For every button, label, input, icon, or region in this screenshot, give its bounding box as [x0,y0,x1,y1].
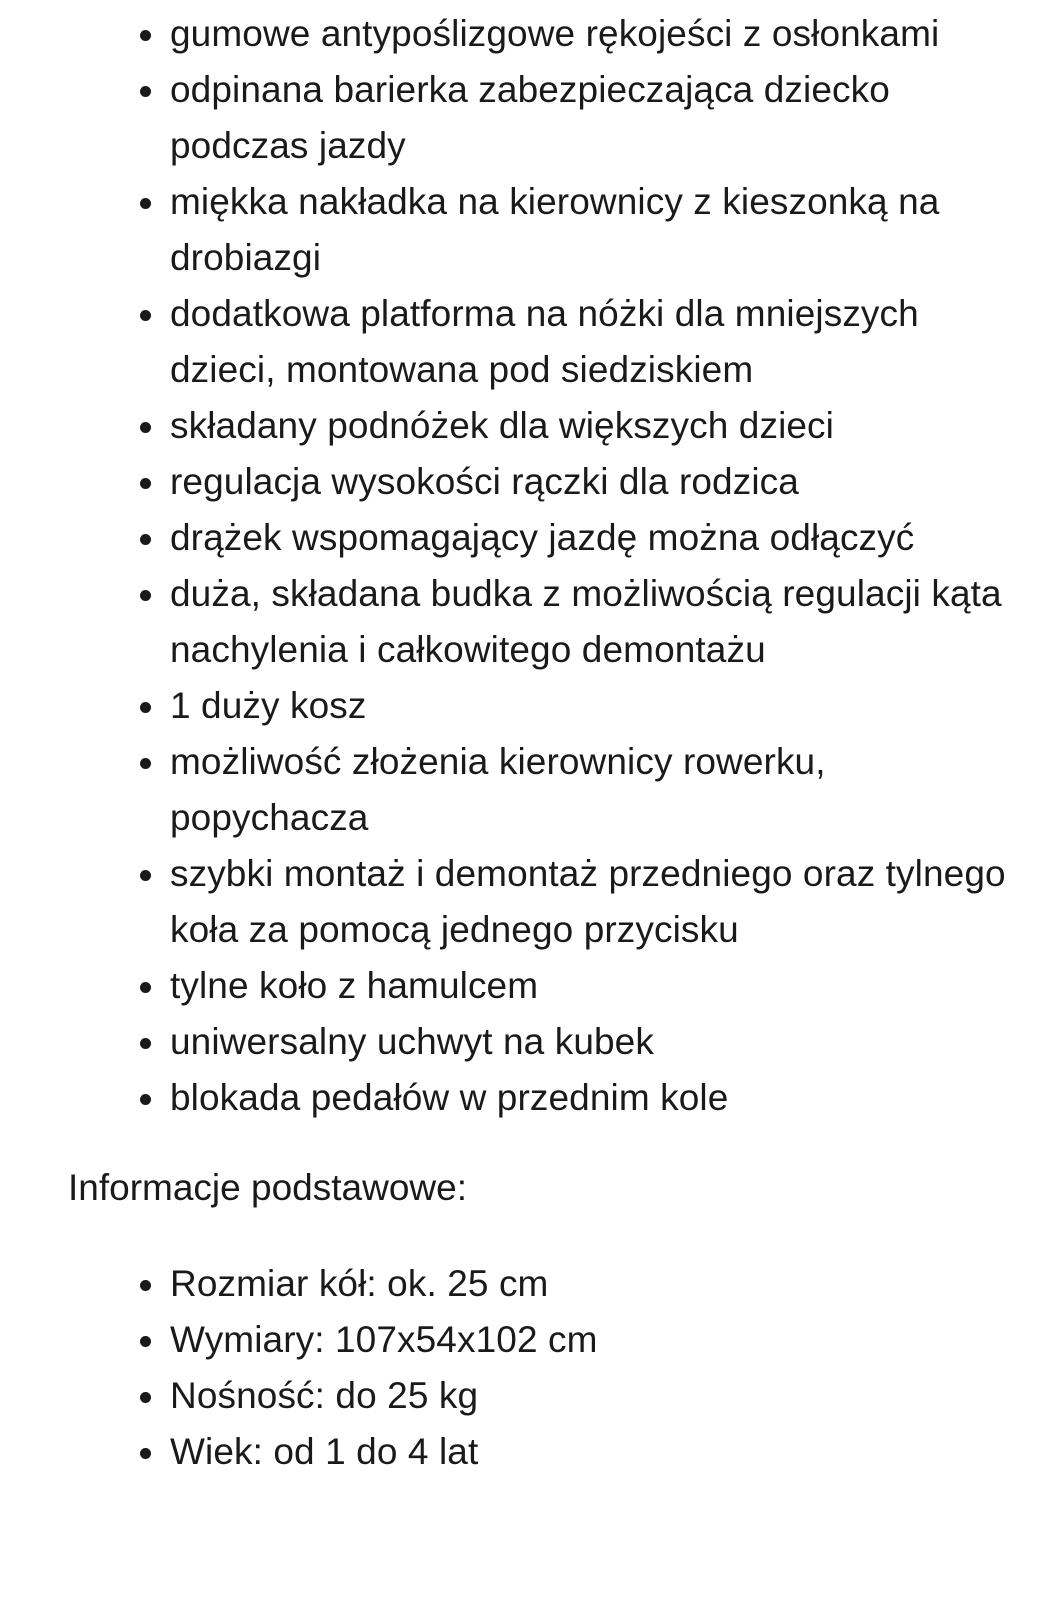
list-item: drążek wspomagający jazdę można odłączyć [170,510,1024,566]
list-item: Rozmiar kół: ok. 25 cm [170,1256,1024,1312]
list-item: regulacja wysokości rączki dla rodzica [170,454,1024,510]
list-item: szybki montaż i demontaż przedniego oraz tylnego koła za pomocą jednego przycisku [170,846,1024,958]
list-item: blokada pedałów w przednim kole [170,1070,1024,1126]
list-item: odpinana barierka zabezpieczająca dziecko podczas jazdy [170,62,1024,174]
list-item: tylne koło z hamulcem [170,958,1024,1014]
list-item: duża, składana budka z możliwością regulacji kąta nachylenia i całkowitego demontażu [170,566,1024,678]
list-item: uniwersalny uchwyt na kubek [170,1014,1024,1070]
list-item: możliwość złożenia kierownicy rowerku, popychacza [170,734,1024,846]
list-item: miękka nakładka na kierownicy z kieszonką na drobiazgi [170,174,1024,286]
list-item: dodatkowa platforma na nóżki dla mniejszych dzieci, montowana pod siedziskiem [170,286,1024,398]
list-item: składany podnóżek dla większych dzieci [170,398,1024,454]
list-item: Wiek: od 1 do 4 lat [170,1424,1024,1480]
list-item: 1 duży kosz [170,678,1024,734]
list-item: Wymiary: 107x54x102 cm [170,1312,1024,1368]
features-list [0,6,1044,1126]
basic-info-heading: Informacje podstawowe: [68,1167,467,1208]
list-item: Nośność: do 25 kg [170,1368,1024,1424]
list-item: gumowe antypoślizgowe rękojeści z osłonkami [170,6,1024,62]
basic-info-list [0,1256,1044,1480]
